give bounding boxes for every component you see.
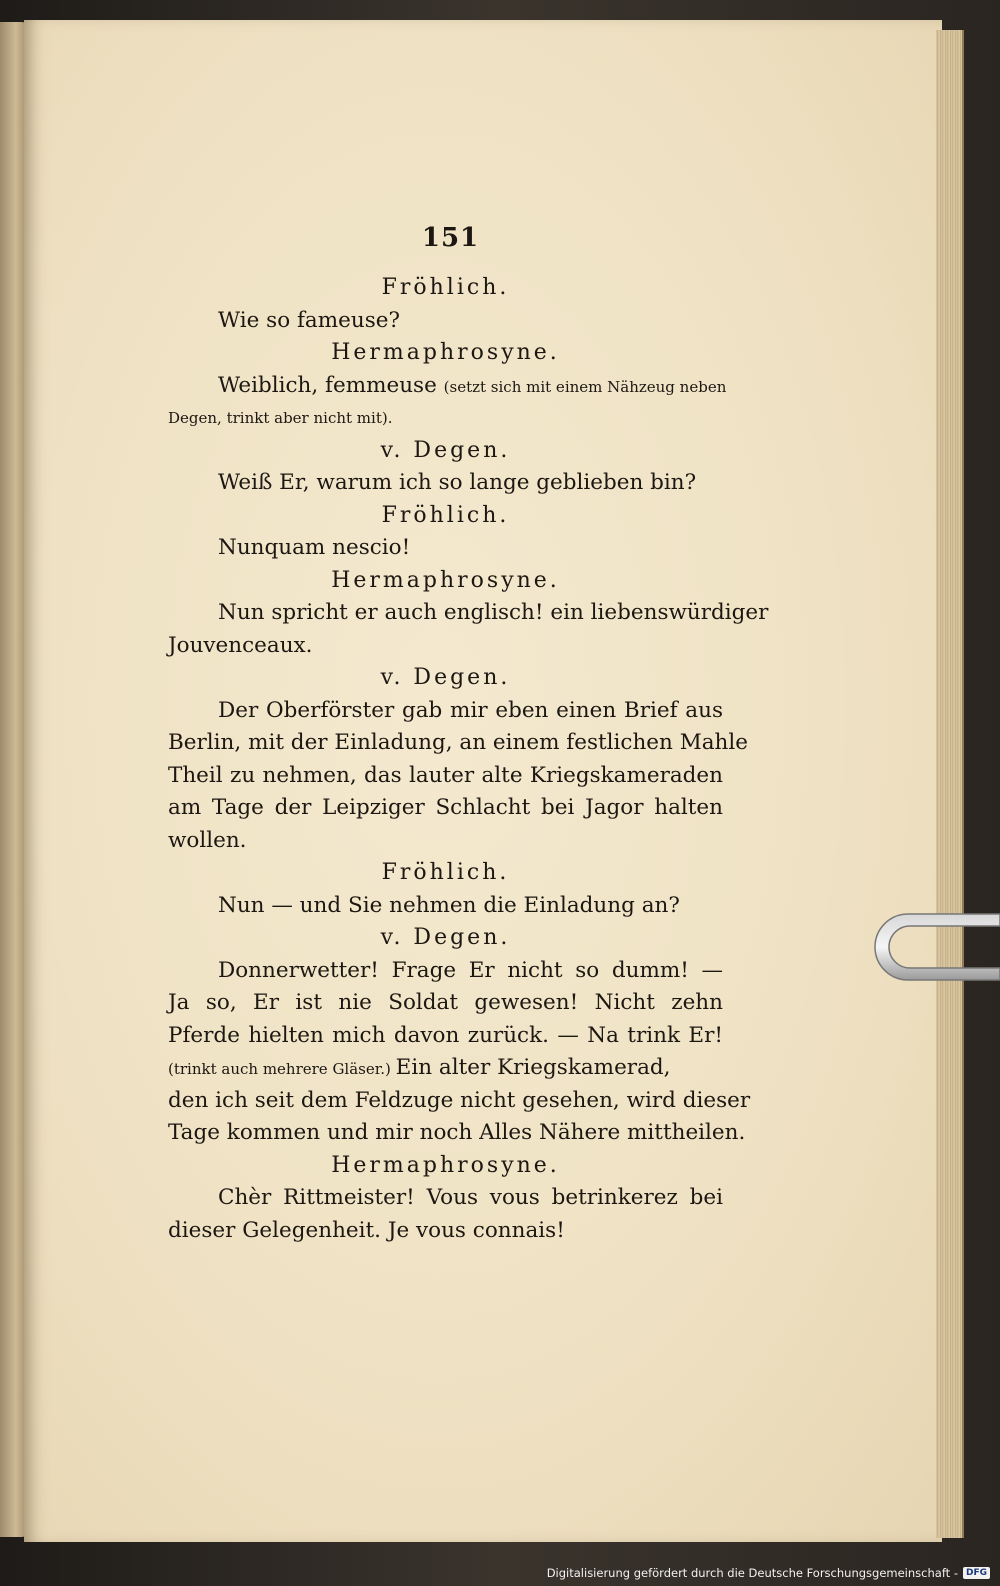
text-line: Wie so fameuse? — [218, 307, 400, 333]
text-line: Berlin, mit der Einladung, an einem festlichen Mahle — [168, 730, 748, 755]
speaker-name: Hermaphrosyne. — [331, 340, 560, 365]
speaker-name: v. Degen. — [380, 437, 511, 463]
dfg-credit-text: Digitalisierung gefördert durch die Deutsche Forschungsgemeinschaft - — [546, 1566, 958, 1580]
dfg-logo: DFG — [963, 1567, 990, 1579]
dialogue-text: Weiblich, femmeuse — [218, 372, 444, 398]
speaker-name: v. Degen. — [380, 925, 511, 950]
text-line: Der Oberförster gab mir eben einen Brief aus — [218, 697, 723, 723]
text-line: dieser Gelegenheit. Je vous connais! — [168, 1217, 565, 1243]
stage-direction: (trinkt auch mehrere Gläser.) — [168, 1060, 396, 1078]
text-line: Jouvenceaux. — [168, 632, 313, 658]
text-line: den ich seit dem Feldzuge nicht gesehen, wird dieser — [168, 1087, 751, 1113]
text-line: Nun — und Sie nehmen die Einladung an? — [218, 892, 680, 918]
speaker-name: Fröhlich. — [381, 860, 510, 885]
page-stack-edge — [936, 30, 964, 1538]
speaker-name: Hermaphrosyne. — [331, 1152, 560, 1178]
facing-page-edge — [0, 22, 26, 1537]
speaker-name: Hermaphrosyne. — [331, 567, 560, 593]
bookmark-clip — [868, 908, 1000, 986]
text-line: am Tage der Leipziger Schlacht bei Jagor halten — [168, 795, 723, 820]
text-line: Donnerwetter! Frage Er nicht so dumm! — — [218, 957, 723, 983]
page-number: 151 — [421, 223, 480, 253]
text-line: Ja so, Er ist nie Soldat gewesen! Nicht zehn — [168, 990, 723, 1015]
text-line: Pferde hielten mich davon zurück. — Na trink Er! — [168, 1022, 723, 1048]
text-line: Weiß Er, warum ich so lange geblieben bin? — [218, 470, 697, 495]
speaker-name: v. Degen. — [380, 665, 511, 690]
text-line — [168, 370, 727, 403]
footer-credit — [547, 1566, 990, 1580]
speaker-name: Fröhlich. — [381, 275, 510, 300]
page-text — [168, 223, 769, 1247]
text-line: Chèr Rittmeister! Vous vous betrinkerez bei — [218, 1185, 723, 1210]
stage-direction: (setzt sich mit einem Nähzeug neben — [443, 377, 727, 396]
text-line: Tage kommen und mir noch Alles Nähere mittheilen. — [168, 1120, 746, 1145]
text-line: Nunquam nescio! — [218, 535, 411, 560]
text-line — [168, 1052, 723, 1085]
speaker-name: Fröhlich. — [381, 502, 510, 528]
text-line: wollen. — [168, 827, 247, 853]
text-line: Theil zu nehmen, das lauter alte Kriegskameraden — [168, 762, 723, 788]
dialogue-text: Ein alter Kriegskamerad, — [395, 1055, 671, 1080]
text-lines — [168, 272, 769, 1247]
stage-direction: Degen, trinkt aber nicht mit). — [168, 409, 393, 427]
text-line: Nun spricht er auch englisch! ein liebenswürdiger — [218, 600, 769, 625]
